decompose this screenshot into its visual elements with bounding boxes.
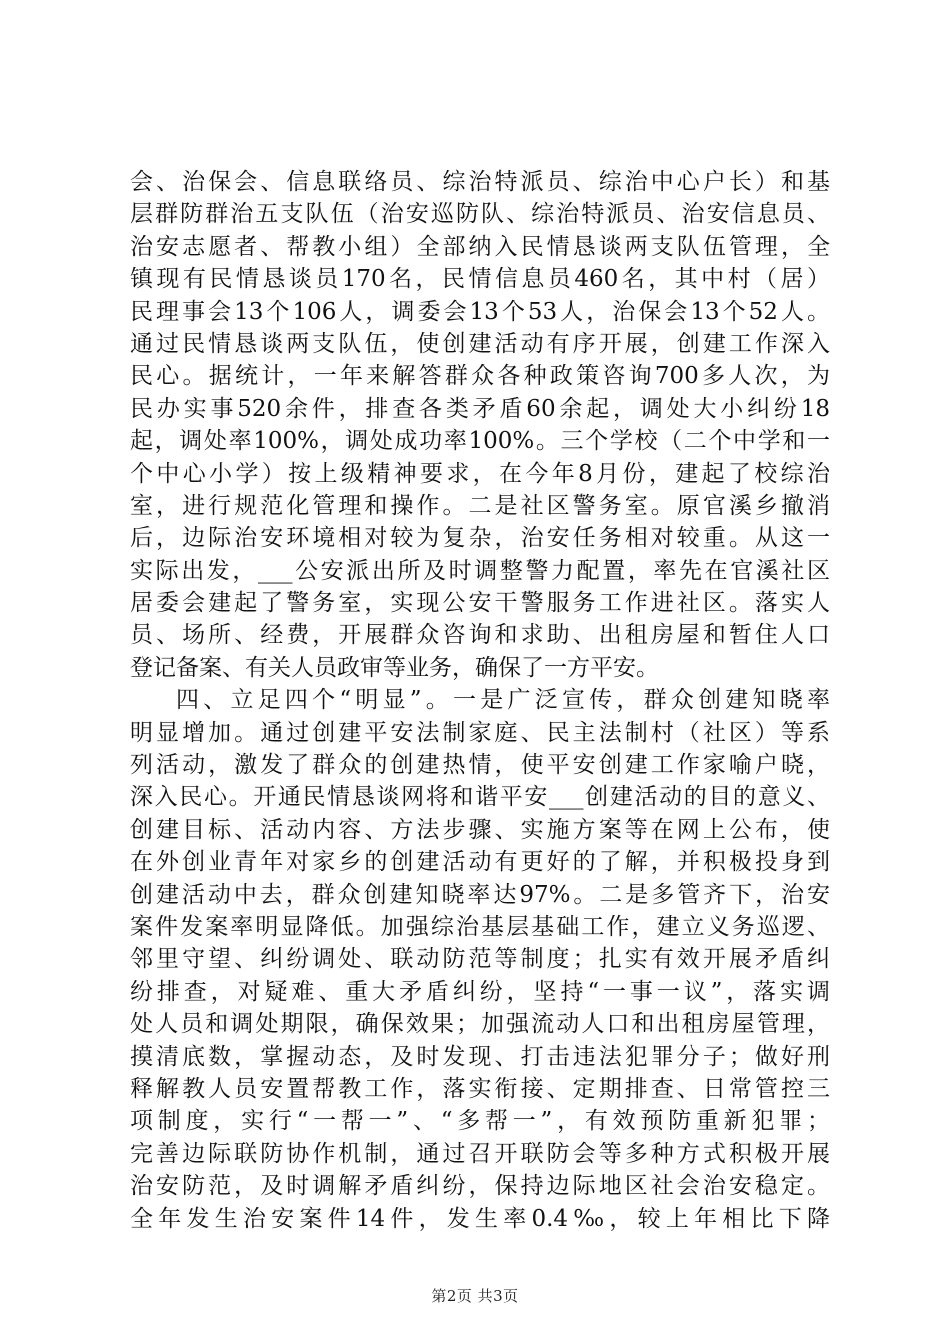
text-line: 室，进行规范化管理和操作。二是社区警务室。原官溪乡撤消 — [130, 492, 830, 519]
text-line: 全年发生治安案件14件，发生率0.4‰，较上年相比下降 — [130, 1205, 830, 1232]
text-line: 民办实事520余件，排查各类矛盾60余起，调处大小纠纷18 — [130, 395, 830, 422]
text-line: 在外创业青年对家乡的创建活动有更好的了解，并积极投身到 — [130, 849, 830, 876]
section-heading-line: 四、立足四个“明显”。一是广泛宣传，群众创建知晓率 — [176, 687, 830, 714]
text-line: 登记备案、有关人员政审等业务，确保了一方平安。 — [130, 654, 659, 681]
body-text — [130, 166, 830, 1235]
text-line: 治安志愿者、帮教小组）全部纳入民情恳谈两支队伍管理，全 — [130, 233, 830, 260]
text-line: 通过民情恳谈两支队伍，使创建活动有序开展，创建工作深入 — [130, 330, 830, 357]
text-line: 创建活动中去，群众创建知晓率达97%。二是多管齐下，治安 — [130, 881, 830, 908]
text-line: 纷排查，对疑难、重大矛盾纠纷，坚持“一事一议”，落实调 — [130, 978, 830, 1005]
text-line: 邻里守望、纠纷调处、联动防范等制度；扎实有效开展矛盾纠 — [130, 946, 830, 973]
page-number-footer: 第2页 共3页 — [431, 1287, 519, 1305]
text-line: 镇现有民情恳谈员170名，民情信息员460名，其中村（居） — [130, 266, 830, 293]
text-line: 深入民心。开通民情恳谈网将和谐平安___创建活动的目的意义、 — [130, 784, 830, 811]
text-line: 创建目标、活动内容、方法步骤、实施方案等在网上公布，使 — [130, 816, 830, 843]
text-line: 项制度，实行“一帮一”、“多帮一”，有效预防重新犯罪； — [130, 1108, 830, 1135]
text-line: 处人员和调处期限，确保效果；加强流动人口和出租房屋管理， — [130, 1011, 830, 1038]
text-line: 个中心小学）按上级精神要求，在今年8月份，建起了校综治 — [130, 460, 830, 487]
text-line: 后，边际治安环境相对较为复杂，治安任务相对较重。从这一 — [130, 525, 830, 552]
text-line: 明显增加。通过创建平安法制家庭、民主法制村（社区）等系 — [130, 719, 830, 746]
text-line: 释解教人员安置帮教工作，落实衔接、定期排查、日常管控三 — [130, 1075, 830, 1102]
text-line: 民心。据统计，一年来解答群众各种政策咨询700多人次，为 — [130, 363, 830, 390]
text-line: 列活动，激发了群众的创建热情，使平安创建工作家喻户晓， — [130, 752, 830, 779]
text-line: 员、场所、经费，开展群众咨询和求助、出租房屋和暂住人口 — [130, 622, 830, 649]
text-line: 实际出发，___公安派出所及时调整警力配置，率先在官溪社区 — [130, 557, 830, 584]
text-line: 居委会建起了警务室，实现公安干警服务工作进社区。落实人 — [130, 590, 830, 617]
text-line: 摸清底数，掌握动态，及时发现、打击违法犯罪分子；做好刑 — [130, 1043, 830, 1070]
text-line: 会、治保会、信息联络员、综治特派员、综治中心户长）和基 — [130, 169, 830, 195]
text-line: 完善边际联防协作机制，通过召开联防会等多种方式积极开展 — [130, 1140, 830, 1167]
text-line: 起，调处率100%，调处成功率100%。三个学校（二个中学和一 — [130, 428, 830, 455]
text-line: 案件发案率明显降低。加强综治基层基础工作，建立义务巡逻、 — [130, 913, 830, 940]
text-line: 层群防群治五支队伍（治安巡防队、综治特派员、治安信息员、 — [130, 201, 830, 228]
text-line: 治安防范，及时调解矛盾纠纷，保持边际地区社会治安稳定。 — [130, 1173, 830, 1200]
text-line: 民理事会13个106人，调委会13个53人，治保会13个52人。 — [130, 298, 830, 325]
